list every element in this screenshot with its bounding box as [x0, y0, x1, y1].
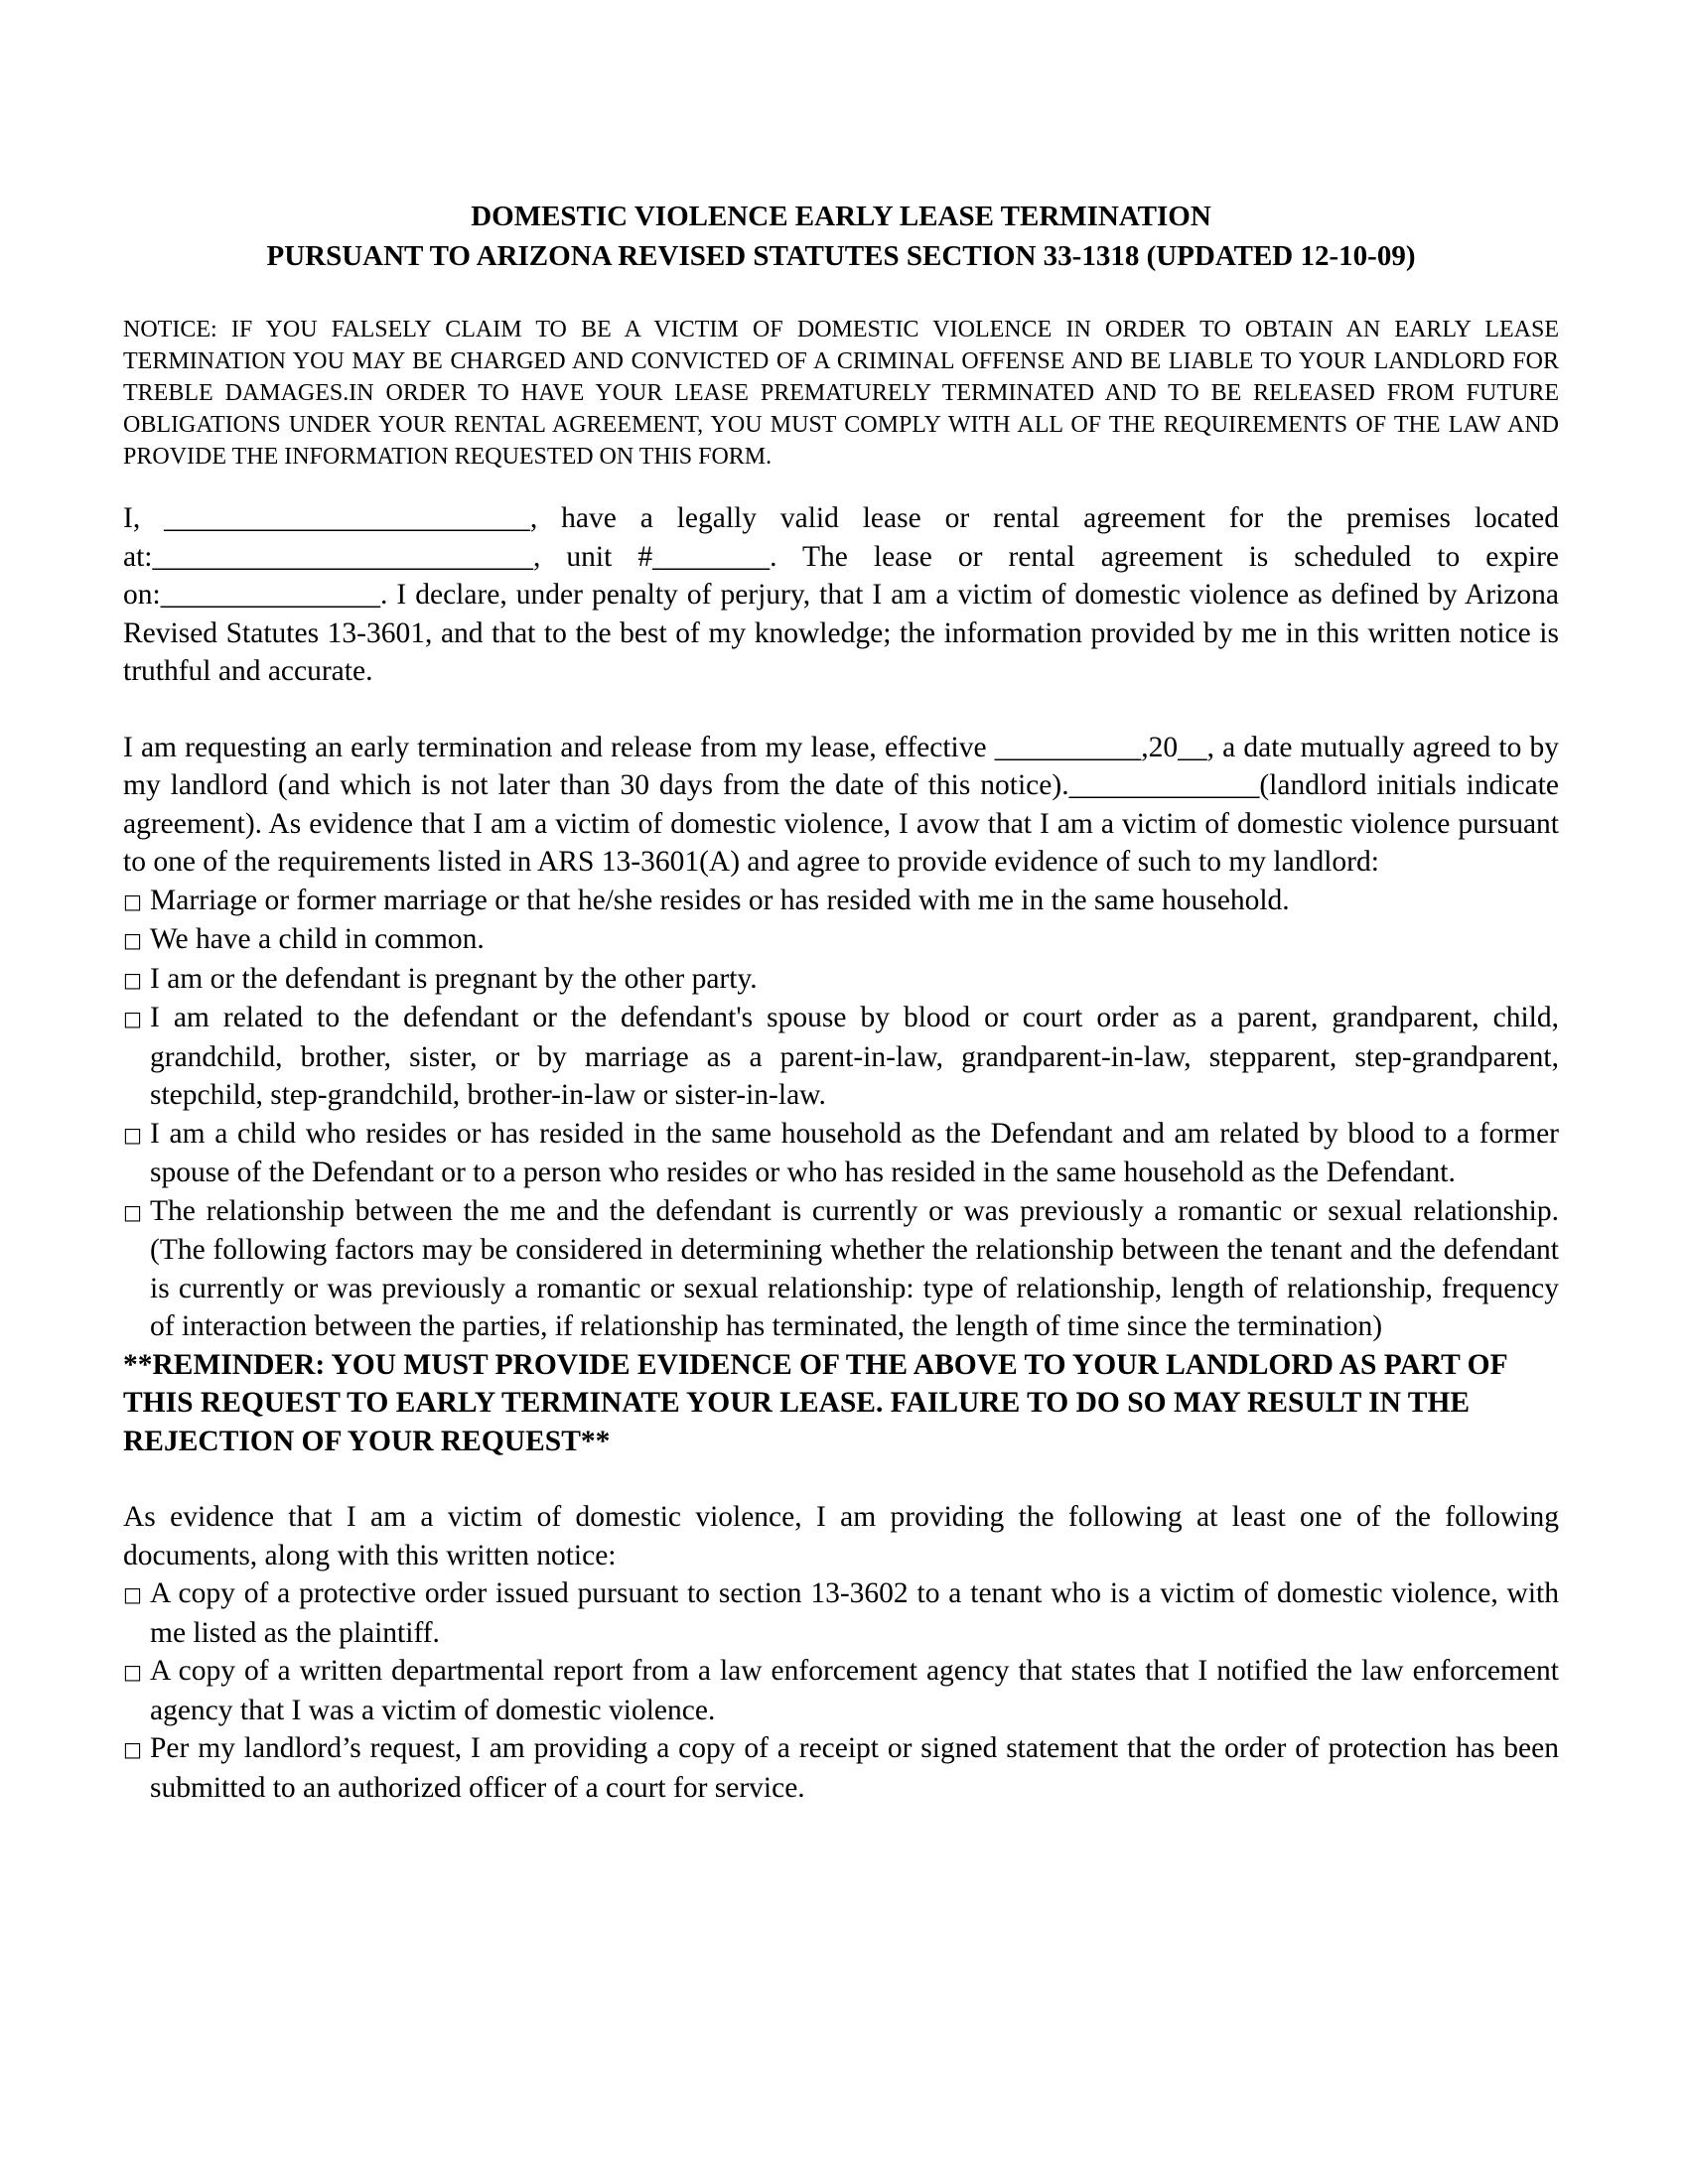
relationship-option-child-resides: [123, 1115, 1559, 1192]
declaration-text-2: , have a legally valid lease or rental agreement for the premises located at:: [123, 502, 1559, 573]
request-text-3: , a date mutually agreed to by my landlord (and which is not later than 30 days from the date of this notice).: [123, 731, 1559, 801]
checkbox-icon[interactable]: □: [123, 1007, 142, 1030]
reminder-notice: **REMINDER: YOU MUST PROVIDE EVIDENCE OF THE ABOVE TO YOUR LANDLORD AS PART OF THIS REQUEST TO EARLY TERMINATE YOUR LEASE. FAILURE TO DO SO MAY RESULT IN THE REJECTION OF YOUR REQUEST**: [123, 1348, 1507, 1457]
option-label: A copy of a protective order issued pursuant to section 13-3602 to a tenant who is a victim of domestic violence, with me listed as the plaintiff.: [150, 1577, 1559, 1649]
checkbox-icon[interactable]: □: [123, 1122, 142, 1147]
option-label: Per my landlord’s request, I am providing a copy of a receipt or signed statement that the order of protection has been submitted to an authorized officer of a court for service.: [150, 1732, 1559, 1804]
evidence-option-protective-order: [123, 1574, 1559, 1652]
notice-paragraph: NOTICE: IF YOU FALSELY CLAIM TO BE A VICTIM OF DOMESTIC VIOLENCE IN ORDER TO OBTAIN AN EARLY LEASE TERMINATION YOU MAY BE CHARGED AND CONVICTED OF A CRIMINAL OFFENSE AND BE LIABLE TO YOUR LANDLORD FOR TREBLE DAMAGES.IN ORDER TO HAVE YOUR LEASE PREMATURELY TERMINATED AND TO BE RELEASED FROM FUTURE OBLIGATIONS UNDER YOUR RENTAL AGREEMENT, YOU MUST COMPLY WITH ALL OF THE REQUIREMENTS OF THE LAW AND PROVIDE THE INFORMATION REQUESTED ON THIS FORM.: [123, 317, 1559, 470]
declaration-paragraph: [123, 499, 1559, 691]
checkbox-icon[interactable]: □: [123, 1660, 142, 1684]
relationship-options-list: [123, 882, 1559, 1346]
relationship-option-pregnant: [123, 960, 1559, 1000]
request-text-4: (landlord initials indicate agreement). As evidence that I am a victim of domestic violence, I avow that I am a victim of domestic violence pursuant to one of the requirements listed in ARS 13-3601(A) and agree to provide evidence of such to my landlord:: [123, 769, 1559, 878]
checkbox-icon[interactable]: □: [123, 888, 142, 913]
premises-address-blank[interactable]: __________________________: [152, 540, 533, 573]
declaration-text-4: . The lease or rental agreement is scheduled to expire on:: [123, 540, 1559, 611]
relationship-option-romantic: [123, 1192, 1559, 1346]
relationship-option-related: [123, 999, 1559, 1115]
request-text-2: ,20: [1141, 731, 1179, 763]
option-label: I am or the defendant is pregnant by the other party.: [150, 962, 758, 995]
evidence-option-receipt: [123, 1729, 1559, 1807]
request-text-1: I am requesting an early termination and release from my lease, effective: [123, 731, 995, 763]
option-label: I am a child who resides or has resided in the same household as the Defendant and am related by blood to a former spouse of the Defendant or to a person who resides or who has resided in the same household as the Defendant.: [150, 1117, 1559, 1188]
option-label: A copy of a written departmental report from a law enforcement agency that states that I notified the law enforcement agency that I was a victim of domestic violence.: [150, 1655, 1559, 1726]
declaration-text-5: . I declare, under penalty of perjury, that I am a victim of domestic violence as defined by Arizona Revised Statutes 13-3601, and that to the best of my knowledge; the information provided by me in this written notice is truthful and accurate.: [123, 579, 1559, 687]
option-label: The relationship between the me and the defendant is currently or was previously a romantic or sexual relationship. (The following factors may be considered in determining whether the relationship between the tenant and the defendant is currently or was previously a romantic or sexual relationship: type of relationship, length of relationship, frequency of interaction between the parties, if relationship has terminated, the length of time since the termination): [150, 1194, 1559, 1342]
evidence-intro-paragraph: As evidence that I am a victim of domestic violence, I am providing the following at least one of the following documents, along with this written notice:: [123, 1501, 1559, 1571]
lease-expiration-blank[interactable]: _______________: [160, 579, 380, 611]
checkbox-icon[interactable]: □: [123, 1199, 142, 1224]
evidence-options-list: [123, 1574, 1559, 1807]
form-title: [123, 197, 1559, 276]
title-line-2: PURSUANT TO ARIZONA REVISED STATUTES SECTION 33-1318 (UPDATED 12-10-09): [266, 240, 1416, 272]
checkbox-icon[interactable]: □: [123, 967, 142, 992]
tenant-name-blank[interactable]: _________________________: [164, 502, 530, 534]
landlord-initials-blank[interactable]: _____________: [1068, 769, 1260, 801]
effective-date-blank[interactable]: __________: [994, 731, 1142, 763]
relationship-option-child-in-common: [123, 920, 1559, 960]
request-paragraph: [123, 729, 1559, 882]
effective-year-blank[interactable]: __: [1178, 731, 1207, 763]
option-label: I am related to the defendant or the defendant's spouse by blood or court order as a parent, grandparent, child, grandchild, brother, sister, or by marriage as a parent-in-law, grandparent-in-law, stepparent, step-grandparent, stepchild, step-grandchild, brother-in-law or sister-in-law.: [150, 1002, 1559, 1111]
option-label: We have a child in common.: [150, 923, 485, 955]
unit-number-blank[interactable]: ________: [652, 540, 771, 573]
checkbox-icon[interactable]: □: [123, 928, 142, 952]
checkbox-icon[interactable]: □: [123, 1582, 142, 1606]
declaration-text-1: I,: [123, 502, 165, 534]
evidence-option-police-report: [123, 1652, 1559, 1729]
option-label: Marriage or former marriage or that he/she resides or has resided with me in the same household.: [150, 884, 1290, 916]
title-line-1: DOMESTIC VIOLENCE EARLY LEASE TERMINATION: [471, 201, 1211, 232]
declaration-text-3: , unit #: [533, 540, 653, 573]
relationship-option-marriage: [123, 882, 1559, 921]
checkbox-icon[interactable]: □: [123, 1737, 142, 1761]
